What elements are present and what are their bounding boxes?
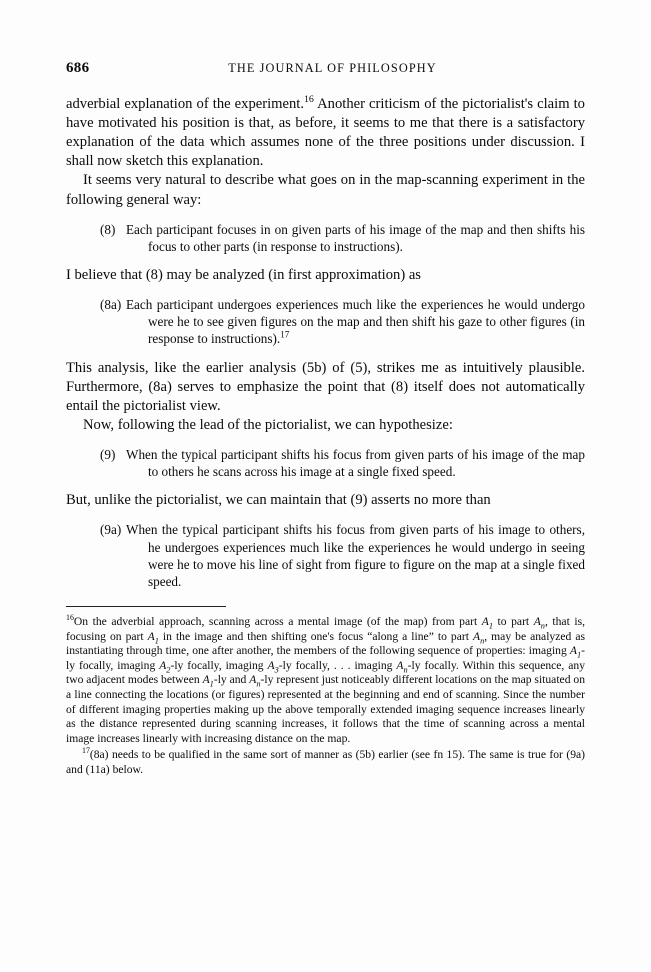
quote-label-9a: (9a) <box>100 522 122 538</box>
quote-text-9: When the typical participant shifts his focus from given parts of his image of the map to others he scans across his image at a single fixed speed. <box>126 446 585 480</box>
footnote-marker-16: 16 <box>66 613 74 623</box>
paragraph-6: But, unlike the pictorialist, we can maintain that (9) asserts no more than <box>66 492 491 509</box>
footnote-marker-17: 17 <box>82 746 90 756</box>
quote-text-8: Each participant focuses in on given parts of his image of the map and then shifts his focus to other parts (in response to instructions). <box>126 221 585 254</box>
footnote-16 <box>66 615 585 746</box>
display-quote-9a <box>100 521 585 590</box>
paragraph-5: Now, following the lead of the pictorialist, we can hypothesize: <box>83 416 453 433</box>
running-head: THE JOURNAL OF PHILOSOPHY <box>228 61 437 75</box>
page-header <box>66 60 585 77</box>
display-quote-8 <box>100 221 585 255</box>
footnotes-section <box>66 615 585 778</box>
page-number: 686 <box>66 60 90 76</box>
display-quote-8a <box>100 296 585 347</box>
footnote-divider <box>66 606 226 607</box>
quote-text-8a: Each participant undergoes experiences much like the experiences he would undergo were he to see given figures on the map and then shift his gaze to other figures (in response to instructions). <box>126 297 585 347</box>
footnote-ref-17: 17 <box>280 330 290 340</box>
page-body <box>66 95 585 590</box>
quote-label-8: (8) <box>100 221 116 237</box>
paragraph-1-lead: adverbial explanation of the experiment. <box>66 96 304 112</box>
quote-label-8a: (8a) <box>100 297 122 313</box>
paragraph-1-rest: Another criticism of the pictorialist's claim to have motivated his position is that, as before, it seems to me that there is a satisfactory explanation of the data which assumes none of the three positions under discussion. I shall now sketch this explanation. <box>66 96 585 170</box>
paragraph-3: I believe that (8) may be analyzed (in first approximation) as <box>66 266 421 283</box>
paragraph-1 <box>66 95 585 171</box>
footnote-17 <box>66 748 585 777</box>
footnote-ref-16: 16 <box>303 94 314 106</box>
paragraph-4: This analysis, like the earlier analysis (5b) of (5), strikes me as intuitively plausible. Furthermore, (8a) serves to emphasize the point that (8) itself does not automatically entail the pictorialist view. <box>66 359 585 414</box>
paragraph-2: It seems very natural to describe what goes on in the map-scanning experiment in the following general way: <box>66 172 585 208</box>
footnote-16-text: On the adverbial approach, scanning across a mental image (of the map) from part $A_1$ to part $A_n$, that is, focusing on part $A_1$ in the image and then shifting one's focus “along a line” to part $A_n$, may be analyzed as instantiating through time, one after another, the members of the following sequence of properties: imaging $A_1-ly$ focally, imaging $A_2-ly$ focally, imaging $A_3-ly$ focally, . . . imaging $A_n-ly$ focally. Within this sequence, any two adjacent modes between $A_1-ly$ and $A_n-ly$ represent just noticeably different locations on the map situated on a line connecting the locations (or figures) represented at the beginning and end of scanning. Since the number of different imaging properties making up the above temporally extended imaging sequence increases linearly as the distance represented during scanning increases, it follows that the time of scanning across a mental image increases linearly with increasing distance on the map. <box>66 615 586 745</box>
quote-label-9: (9) <box>100 446 116 462</box>
footnote-17-text: (8a) needs to be qualified in the same sort of manner as (5b) earlier (see fn 15). The same is true for (9a) and (11a) below. <box>66 748 585 776</box>
display-quote-9 <box>100 446 585 480</box>
quote-text-9a: When the typical participant shifts his focus from given parts of his image to others, he undergoes experiences much like the experiences he would undergo in seeing were he to move his line of sight from figure to figure on the map at a single fixed speed. <box>126 522 585 589</box>
